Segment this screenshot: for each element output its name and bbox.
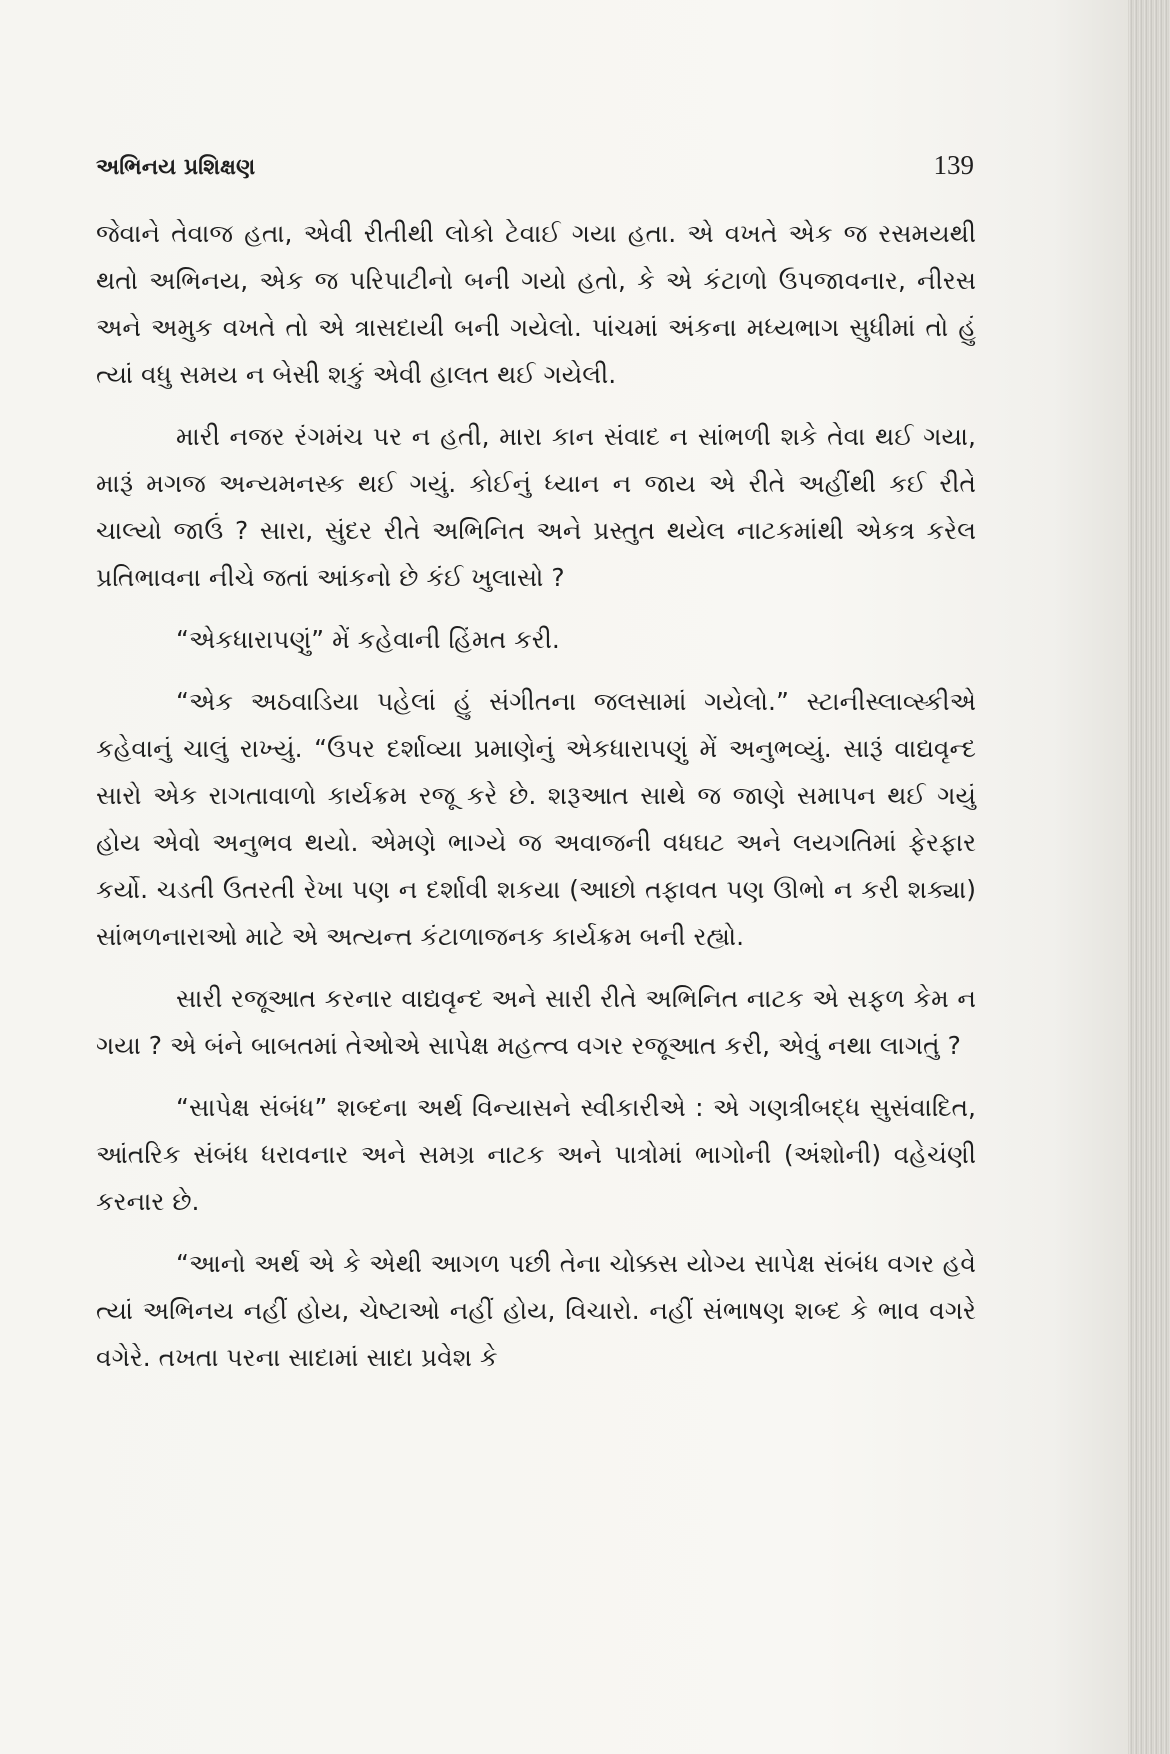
paragraph-1: જેવાને તેવાજ હતા, એવી રીતીથી લોકો ટેવાઈ ગયા હતા. એ વખતે એક જ રસમયથી થતો અભિનય, એક જ પરિપાટીનો બની ગયો હતો, કે એ કંટાળો ઉપજાવનાર, નીરસ અને અમુક વખતે તો એ ત્રાસદાયી બની ગયેલો. પાંચમાં અંકના મધ્યભાગ સુધીમાં તો હું ત્યાં વધુ સમય ન બેસી શકું એવી હાલત થઈ ગયેલી. bbox=[96, 219, 976, 389]
page-text-block bbox=[96, 150, 976, 1381]
paragraph-6: “સાપેક્ષ સંબંધ” શબ્દના અર્થ વિન્યાસને સ્વીકારીએ : એ ગણત્રીબદ્ધ સુસંવાદિત, આંતરિક સંબંધ ધરાવનાર અને સમગ્ર નાટક અને પાત્રોમાં ભાગોની (અંશોની) વહેચંણી કરનાર છે. bbox=[96, 1093, 976, 1216]
running-header bbox=[96, 150, 976, 210]
running-title: અભિનય પ્રશિક્ષણ bbox=[96, 155, 256, 180]
paragraph-7: “આનો અર્થ એ કે એથી આગળ પછી તેના ચોક્કસ યોગ્ય સાપેક્ષ સંબંધ વગર હવે ત્યાં અભિનય નહીં હોય, ચેષ્ટાઓ નહીં હોય, વિચારો. નહીં સંભાષણ શબ્દ કે ભાવ વગરે વગેરે. તખતા પરના સાદામાં સાદા પ્રવેશ કે bbox=[96, 1249, 976, 1372]
paragraph-5: સારી રજૂઆત કરનાર વાદ્યવૃન્દ અને સારી રીતે અભિનિત નાટક એ સફળ કેમ ન ગયા ? એ બંને બાબતમાં તેઓએ સાપેક્ષ મહત્ત્વ વગર રજૂઆત કરી, એવું નથા લાગતું ? bbox=[96, 984, 976, 1060]
paragraph-2: મારી નજર રંગમંચ પર ન હતી, મારા કાન સંવાદ ન સાંભળી શકે તેવા થઈ ગયા, મારૂં મગજ અન્યમનસ્ક થઈ ગયું. કોઈનું ધ્યાન ન જાય એ રીતે અહીંથી કઈ રીતે ચાલ્યો જાઉં ? સારા, સુંદર રીતે અભિનિત અને પ્રસ્તુત થયેલ નાટકમાંથી એકત્ર કરેલ પ્રતિભાવના નીચે જતાં આંકનો છે કંઈ ખુલાસો ? bbox=[96, 422, 976, 592]
page-number: 139 bbox=[933, 150, 974, 180]
page-edge-shadow bbox=[1128, 0, 1170, 1754]
paragraph-3: “એકધારાપણું” મેં કહેવાની હિંમત કરી. bbox=[176, 625, 560, 654]
paragraph-4: “એક અઠવાડિયા પહેલાં હું સંગીતના જલસામાં ગયેલો.” સ્ટાનીસ્લાવ્સ્કીએ કહેવાનું ચાલું રાખ્યું. “ઉપર દર્શાવ્યા પ્રમાણેનું એકધારાપણું મેં અનુભવ્યું. સારૂં વાદ્યવૃન્દ સારો એક રાગતાવાળો કાર્યક્રમ રજૂ કરે છે. શરૂઆત સાથે જ જાણે સમાપન થઈ ગયું હોય એવો અનુભવ થયો. એમણે ભાગ્યે જ અવાજની વધઘટ અને લયગતિમાં ફેરફાર કર્યો. ચડતી ઉતરતી રેખા પણ ન દર્શાવી શકયા (આછો તફાવત પણ ઊભો ન કરી શક્યા) સાંભળનારાઓ માટે એ અત્યન્ત કંટાળાજનક કાર્યક્રમ બની રહ્યો. bbox=[96, 687, 976, 951]
